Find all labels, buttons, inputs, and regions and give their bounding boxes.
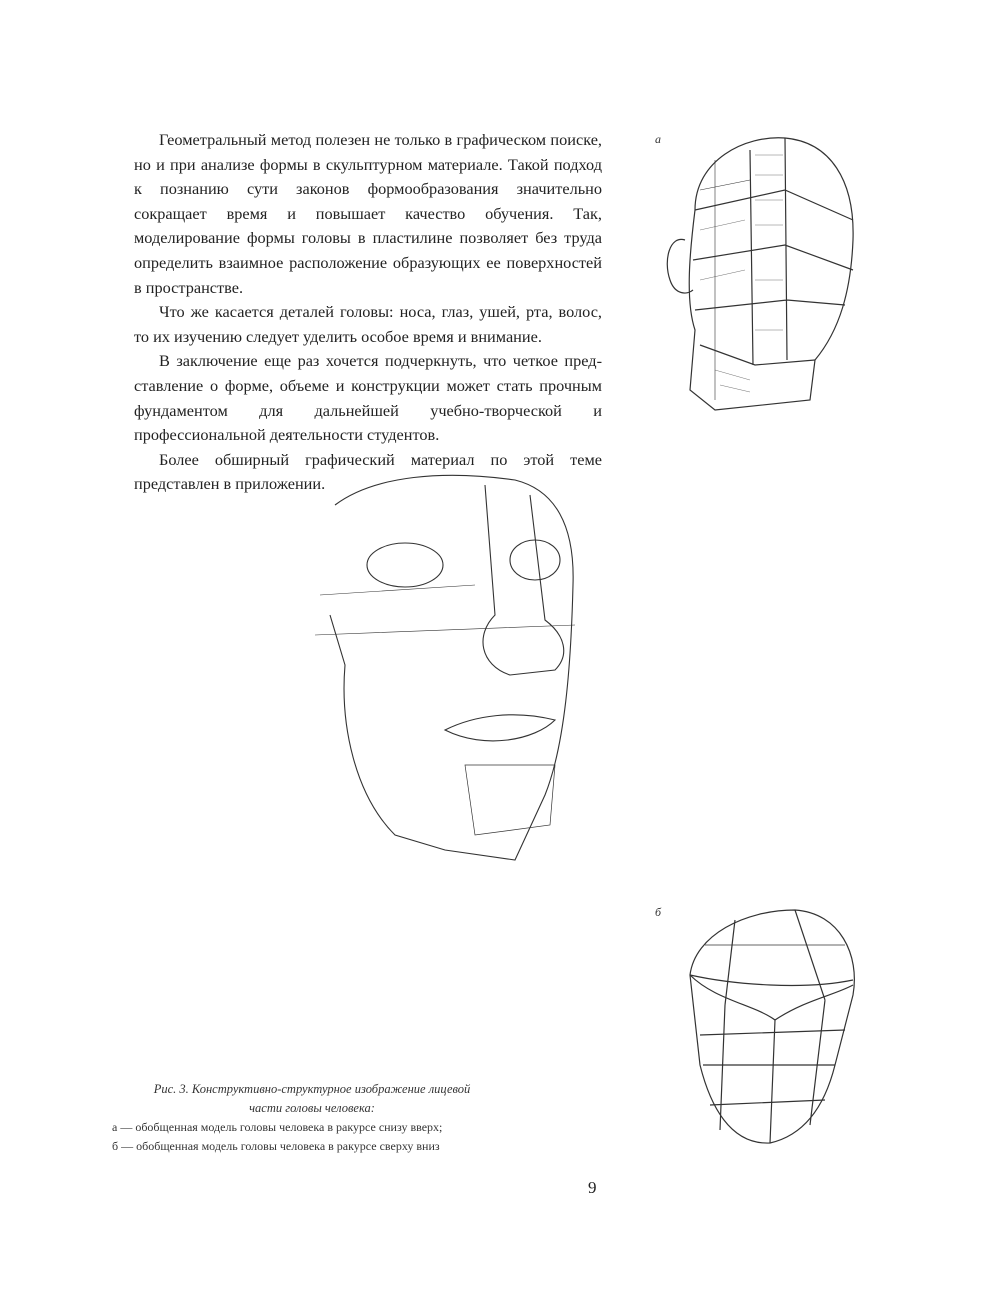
caption-title: Рис. 3. Конструктивно-структурное изображение лицевой <box>153 1082 471 1096</box>
head-sketch-a <box>655 130 865 420</box>
figure-label-a: а <box>655 132 661 146</box>
paragraph: Что же касается деталей головы: носа, глаз, ушей, рта, волос, то их изучению следует уделить особое время и внимание. <box>134 302 602 346</box>
paragraph: В заключение еще раз хочется подчеркнуть, что четкое представление о форме, объеме и конструкции может стать прочным фундаментом для дальнейшей учебно-творческой и профессиональной деятельности студентов. <box>134 351 602 445</box>
figure-label-b: б <box>655 905 662 919</box>
body-text <box>134 128 602 497</box>
head-sketch-b <box>675 905 865 1150</box>
paragraph: Геометральный метод полезен не только в графическом поиске, но и при анализе формы в скульптурном материале. Такой подход к познанию сути законов формообразования значительно сокращает время и повышает качество обучения. Так, моделирование формы головы в пластилине позволяет без труда определить взаимное расположение образующих ее поверхностей в пространстве. <box>134 130 602 297</box>
paragraph: Более обширный графический материал по этой теме представлен в приложении. <box>134 449 602 494</box>
figure-caption <box>112 1080 512 1156</box>
caption-item-a: а — обобщенная модель головы человека в ракурсе снизу вверх; <box>112 1120 443 1134</box>
face-sketch <box>315 465 595 865</box>
caption-item-b: б — обобщенная модель головы человека в ракурсе сверху вниз <box>112 1139 440 1153</box>
caption-title-cont: части головы человека: <box>249 1101 375 1115</box>
page-number: 9 <box>588 1178 597 1197</box>
